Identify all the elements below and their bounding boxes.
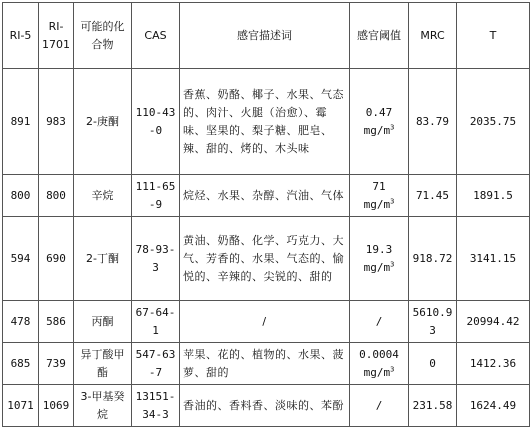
table-row [3,69,530,175]
table-row [3,217,530,301]
header-mrc: MRC [409,3,457,69]
cell-mrc: 71.45 [409,175,457,217]
header-cas: CAS [132,3,180,69]
cell-descriptor: 黄油、奶酪、化学、巧克力、大气、芳香的、水果、气态的、愉悦的、辛辣的、尖锐的、甜的 [180,217,350,301]
cell-descriptor: 烷烃、水果、杂醇、汽油、气体 [180,175,350,217]
cell-ri5: 594 [3,217,39,301]
threshold-unit-exponent: 3 [390,196,395,205]
cell-compound: 3-甲基癸烷 [74,385,132,427]
threshold-unit-exponent: 3 [390,122,395,131]
header-row [3,3,530,69]
header-compound: 可能的化合物 [74,3,132,69]
cell-threshold [350,217,409,301]
threshold-value: 0.47 [365,105,393,119]
cell-ri1701: 1069 [39,385,74,427]
cell-threshold: / [350,301,409,343]
cell-compound: 丙酮 [74,301,132,343]
compound-table [2,2,530,427]
threshold-unit: mg/m [363,197,391,211]
cell-ri1701: 983 [39,69,74,175]
cell-mrc: 918.72 [409,217,457,301]
table-row [3,385,530,427]
threshold-unit: mg/m [363,123,391,137]
cell-descriptor: 香蕉、奶酪、椰子、水果、气态的、肉汁、火腿（治愈）、霉味、坚果的、梨子糖、肥皂、辣、甜的、烤的、木头味 [180,69,350,175]
cell-ri1701: 586 [39,301,74,343]
cell-mrc: 231.58 [409,385,457,427]
header-ri5: RI-5 [3,3,39,69]
cell-ri1701: 739 [39,343,74,385]
threshold-value: 0.0004 [359,347,399,361]
cell-descriptor: 苹果、花的、植物的、水果、菠萝、甜的 [180,343,350,385]
cell-compound: 2-庚酮 [74,69,132,175]
cell-t: 1412.36 [457,343,530,385]
cell-ri5: 891 [3,69,39,175]
cell-cas: 110-43-0 [132,69,180,175]
cell-mrc: 83.79 [409,69,457,175]
cell-mrc: 5610.93 [409,301,457,343]
header-t: T [457,3,530,69]
cell-cas: 67-64-1 [132,301,180,343]
header-threshold: 感官阈值 [350,3,409,69]
table-wrapper [2,2,529,426]
cell-mrc: 0 [409,343,457,385]
threshold-unit-exponent: 3 [390,364,395,373]
cell-compound: 异丁酸甲酯 [74,343,132,385]
cell-cas: 111-65-9 [132,175,180,217]
cell-t: 2035.75 [457,69,530,175]
cell-cas: 547-63-7 [132,343,180,385]
cell-ri1701: 800 [39,175,74,217]
cell-compound: 2-丁酮 [74,217,132,301]
cell-ri1701: 690 [39,217,74,301]
cell-threshold [350,175,409,217]
header-descriptor: 感官描述词 [180,3,350,69]
cell-ri5: 1071 [3,385,39,427]
threshold-unit-exponent: 3 [390,259,395,268]
cell-compound: 辛烷 [74,175,132,217]
cell-ri5: 800 [3,175,39,217]
threshold-value: 71 [372,179,386,193]
cell-threshold: / [350,385,409,427]
cell-threshold [350,343,409,385]
cell-cas: 13151-34-3 [132,385,180,427]
cell-descriptor: 香油的、香料香、淡味的、苯酚 [180,385,350,427]
cell-t: 3141.15 [457,217,530,301]
header-ri1701: RI-1701 [39,3,74,69]
cell-t: 1891.5 [457,175,530,217]
cell-t: 1624.49 [457,385,530,427]
cell-ri5: 478 [3,301,39,343]
threshold-value: 19.3 [365,242,393,256]
cell-ri5: 685 [3,343,39,385]
threshold-unit: mg/m [363,260,391,274]
table-row [3,343,530,385]
cell-cas: 78-93-3 [132,217,180,301]
cell-descriptor: / [180,301,350,343]
threshold-unit: mg/m [363,365,391,379]
cell-threshold [350,69,409,175]
cell-t: 20994.42 [457,301,530,343]
table-row [3,301,530,343]
table-row [3,175,530,217]
